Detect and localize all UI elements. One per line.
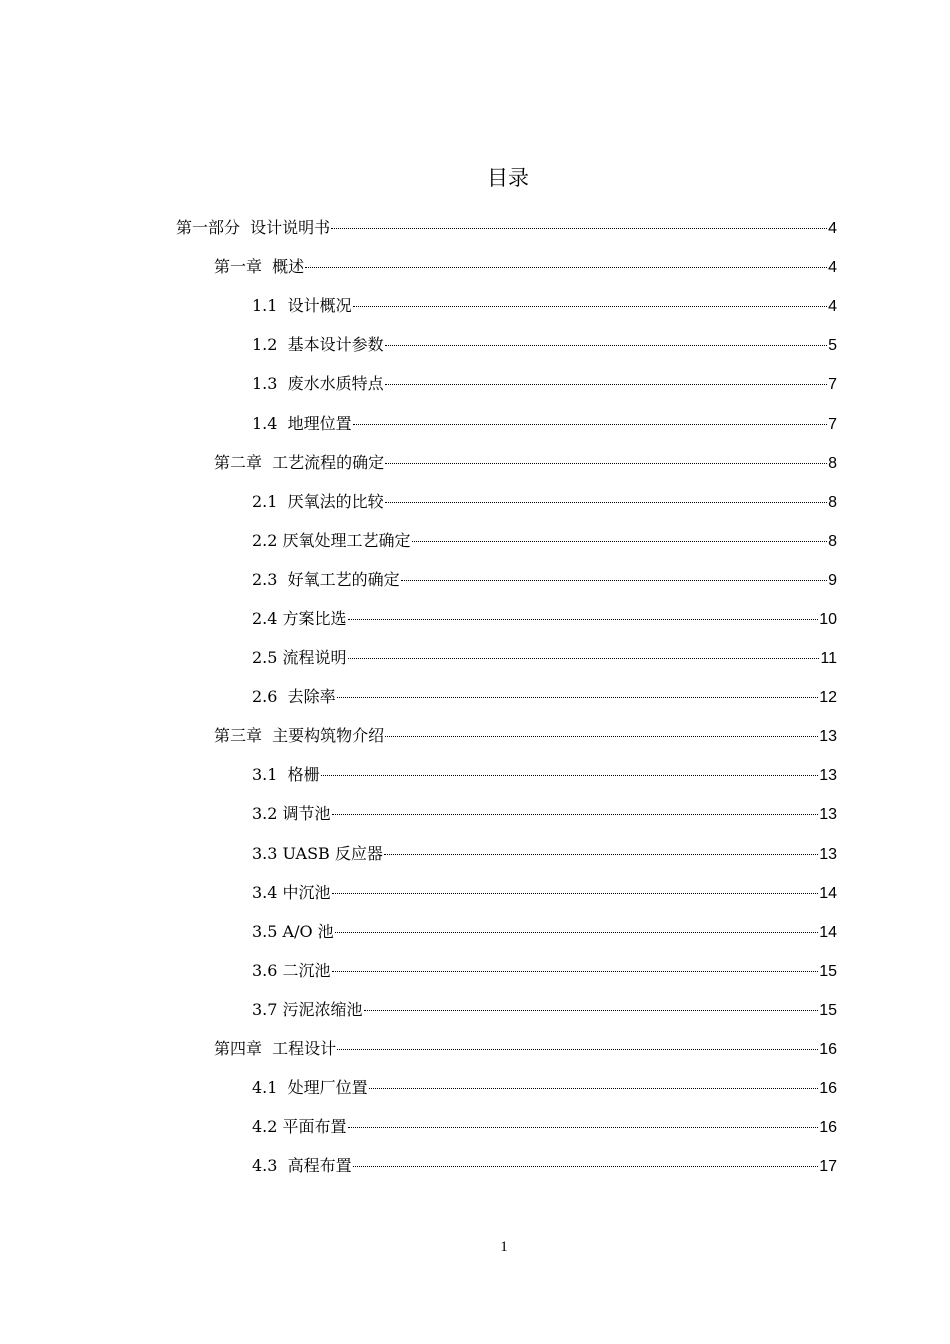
toc-dot-leader: [305, 267, 827, 268]
toc-dot-leader: [401, 580, 827, 581]
toc-entry-label: 2.2 厌氧处理工艺确定: [252, 530, 411, 550]
toc-entry[interactable]: [0, 754, 950, 793]
toc-entry-label: 3.2 调节池: [252, 804, 331, 824]
toc-entry-page: 7: [828, 415, 837, 433]
toc-entry[interactable]: [0, 1028, 950, 1067]
toc-entry-page: 4: [828, 259, 837, 277]
toc-entry-page: 7: [828, 376, 837, 394]
toc-dot-leader: [332, 893, 819, 894]
toc-entry-label: 1.3 废水水质特点: [252, 374, 384, 394]
toc-dot-leader: [332, 814, 819, 815]
toc-entry-page: 16: [819, 1119, 837, 1137]
toc-entry-label: 第一章 概述: [214, 257, 305, 277]
toc-dot-leader: [332, 971, 819, 972]
toc-entry[interactable]: [0, 559, 950, 598]
toc-entry-label: 2.4 方案比选: [252, 608, 347, 628]
toc-dot-leader: [412, 541, 828, 542]
toc-dot-leader: [348, 619, 819, 620]
toc-entry-page: 11: [820, 650, 837, 668]
toc-entry[interactable]: [0, 793, 950, 832]
toc-entry-page: 15: [819, 962, 837, 980]
toc-entry-page: 15: [819, 1001, 837, 1019]
toc-dot-leader: [385, 384, 827, 385]
toc-entry-page: 9: [828, 571, 837, 589]
toc-entry-page: 13: [819, 806, 837, 824]
toc-entry[interactable]: [0, 520, 950, 559]
toc-entry-page: 5: [828, 337, 837, 355]
toc-entry[interactable]: [0, 1067, 950, 1106]
toc-entry[interactable]: [0, 402, 950, 441]
toc-entry-page: 4: [828, 220, 837, 238]
toc-entry[interactable]: [0, 637, 950, 676]
toc-dot-leader: [331, 228, 827, 229]
toc-entry-page: 8: [828, 532, 837, 550]
toc-dot-leader: [385, 345, 827, 346]
toc-entry-page: 8: [828, 454, 837, 472]
toc-entry-label: 2.1 厌氧法的比较: [252, 491, 384, 511]
toc-entry[interactable]: [0, 285, 950, 324]
toc-entry-label: 3.1 格栅: [252, 765, 320, 785]
toc-dot-leader: [353, 424, 827, 425]
toc-entry[interactable]: [0, 715, 950, 754]
toc-entry-label: 1.1 设计概况: [252, 296, 352, 316]
toc-entry-page: 13: [819, 845, 837, 863]
toc-entry-label: 2.3 好氧工艺的确定: [252, 569, 400, 589]
toc-entry[interactable]: [0, 481, 950, 520]
toc-entry-page: 14: [819, 884, 837, 902]
toc-entry[interactable]: [0, 207, 950, 246]
toc-entry-page: 8: [828, 493, 837, 511]
toc-entry[interactable]: [0, 989, 950, 1028]
toc-entry-label: 第一部分 设计说明书: [176, 218, 331, 238]
toc-entry-label: 4.3 高程布置: [252, 1156, 352, 1176]
toc-entry-label: 4.2 平面布置: [252, 1117, 347, 1137]
toc-entry-page: 13: [819, 767, 837, 785]
toc-entry-label: 第二章 工艺流程的确定: [214, 452, 385, 472]
toc-entry-label: 2.5 流程说明: [252, 648, 347, 668]
toc-entry-label: 第四章 工程设计: [214, 1039, 337, 1059]
toc-dot-leader: [385, 463, 827, 464]
toc-entry-label: 3.5 A/O 池: [252, 921, 334, 941]
toc-entry[interactable]: [0, 324, 950, 363]
toc-entry[interactable]: [0, 246, 950, 285]
toc-entry[interactable]: [0, 676, 950, 715]
toc-entry-label: 3.4 中沉池: [252, 882, 331, 902]
toc-entry[interactable]: [0, 598, 950, 637]
toc-entry-page: 13: [819, 728, 837, 746]
toc-entry-page: 10: [819, 610, 837, 628]
toc-entry-label: 3.7 污泥浓缩池: [252, 999, 363, 1019]
toc-entry-page: 14: [819, 923, 837, 941]
toc-dot-leader: [385, 736, 818, 737]
toc-entry-page: 16: [819, 1041, 837, 1059]
toc-dot-leader: [335, 932, 819, 933]
table-of-contents: [0, 207, 950, 1184]
toc-entry[interactable]: [0, 950, 950, 989]
page-title: 目录: [487, 166, 529, 190]
toc-entry-label: 2.6 去除率: [252, 687, 336, 707]
toc-dot-leader: [348, 1127, 819, 1128]
toc-entry-label: 4.1 处理厂位置: [252, 1078, 368, 1098]
toc-entry[interactable]: [0, 442, 950, 481]
toc-entry-page: 12: [819, 689, 837, 707]
toc-dot-leader: [369, 1088, 819, 1089]
toc-entry[interactable]: [0, 363, 950, 402]
toc-dot-leader: [337, 697, 819, 698]
toc-entry-label: 3.3 UASB 反应器: [252, 843, 383, 863]
toc-entry[interactable]: [0, 911, 950, 950]
toc-dot-leader: [348, 658, 820, 659]
toc-dot-leader: [337, 1049, 818, 1050]
toc-entry-label: 1.2 基本设计参数: [252, 335, 384, 355]
toc-entry[interactable]: [0, 833, 950, 872]
toc-dot-leader: [321, 775, 819, 776]
toc-dot-leader: [384, 854, 818, 855]
toc-entry[interactable]: [0, 1145, 950, 1184]
toc-dot-leader: [364, 1010, 819, 1011]
toc-entry-label: 第三章 主要构筑物介绍: [214, 726, 385, 746]
toc-dot-leader: [353, 1166, 819, 1167]
toc-entry-label: 1.4 地理位置: [252, 413, 352, 433]
toc-entry-label: 3.6 二沉池: [252, 960, 331, 980]
toc-entry-page: 17: [819, 1158, 837, 1176]
toc-entry-page: 4: [828, 298, 837, 316]
toc-dot-leader: [385, 502, 827, 503]
toc-entry[interactable]: [0, 1106, 950, 1145]
toc-entry-page: 16: [819, 1080, 837, 1098]
toc-dot-leader: [353, 306, 827, 307]
page-number: 1: [500, 1239, 508, 1255]
toc-entry[interactable]: [0, 872, 950, 911]
